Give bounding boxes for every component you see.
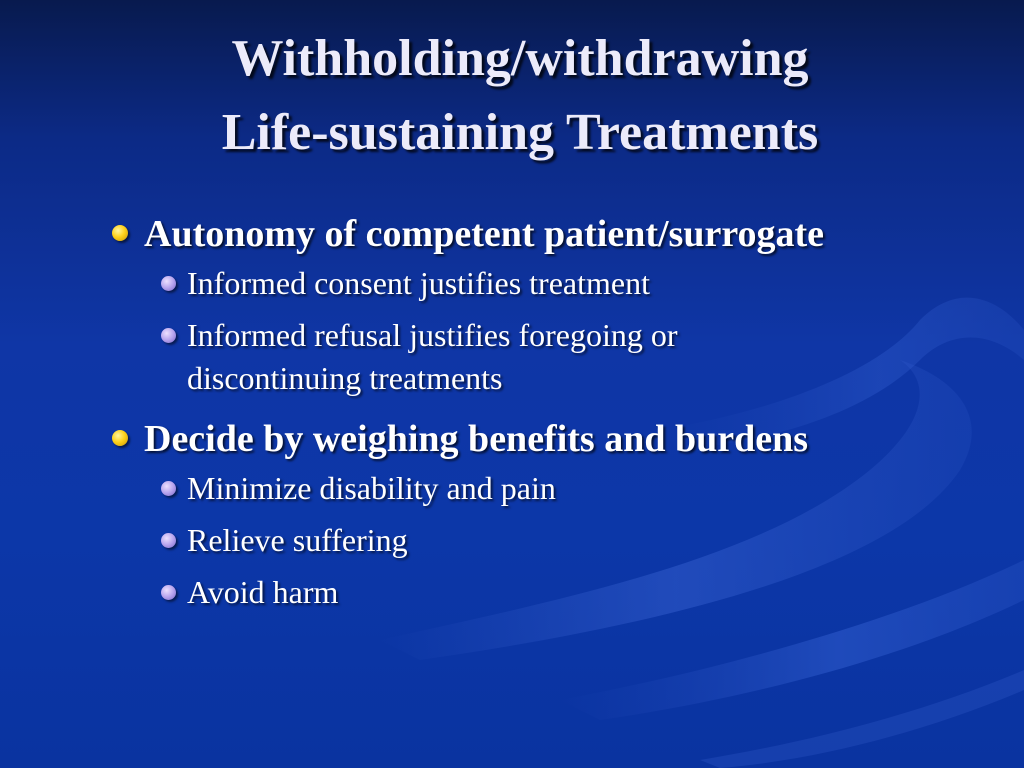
slide-title-line-1: Withholding/withdrawing [231, 30, 809, 87]
yellow-bullet-icon [112, 225, 128, 241]
bullet-text: Autonomy of competent patient/surrogate [144, 213, 825, 255]
sub-bullet-item [144, 519, 1008, 562]
bullet-text: Decide by weighing benefits and burdens [144, 418, 809, 460]
lavender-bullet-icon [161, 481, 176, 496]
sub-bullet-list [144, 467, 1008, 614]
lavender-bullet-icon [161, 328, 176, 343]
sub-bullet-text: Informed consent justifies treatment [187, 265, 650, 301]
slide-title-line-2: Life-sustaining Treatments [221, 104, 819, 161]
slide-title [0, 22, 1024, 170]
lavender-bullet-icon [161, 276, 176, 291]
sub-bullet-text: Relieve suffering [187, 522, 408, 558]
lavender-bullet-icon [161, 585, 176, 600]
bullet-item-autonomy [108, 208, 1008, 260]
sub-bullet-item [144, 467, 1008, 510]
yellow-bullet-icon [112, 430, 128, 446]
bullet-item-weighing [108, 413, 1008, 465]
lavender-bullet-icon [161, 533, 176, 548]
slide-body [108, 208, 1008, 623]
sub-bullet-text: Avoid harm [187, 574, 339, 610]
sub-bullet-text: Minimize disability and pain [187, 470, 556, 506]
sub-bullet-item [144, 571, 1008, 614]
sub-bullet-item [144, 262, 1008, 305]
sub-bullet-text: Informed refusal justifies foregoing or discontinuing treatments [187, 317, 678, 396]
sub-bullet-list [144, 262, 1008, 400]
sub-bullet-item [144, 314, 807, 400]
